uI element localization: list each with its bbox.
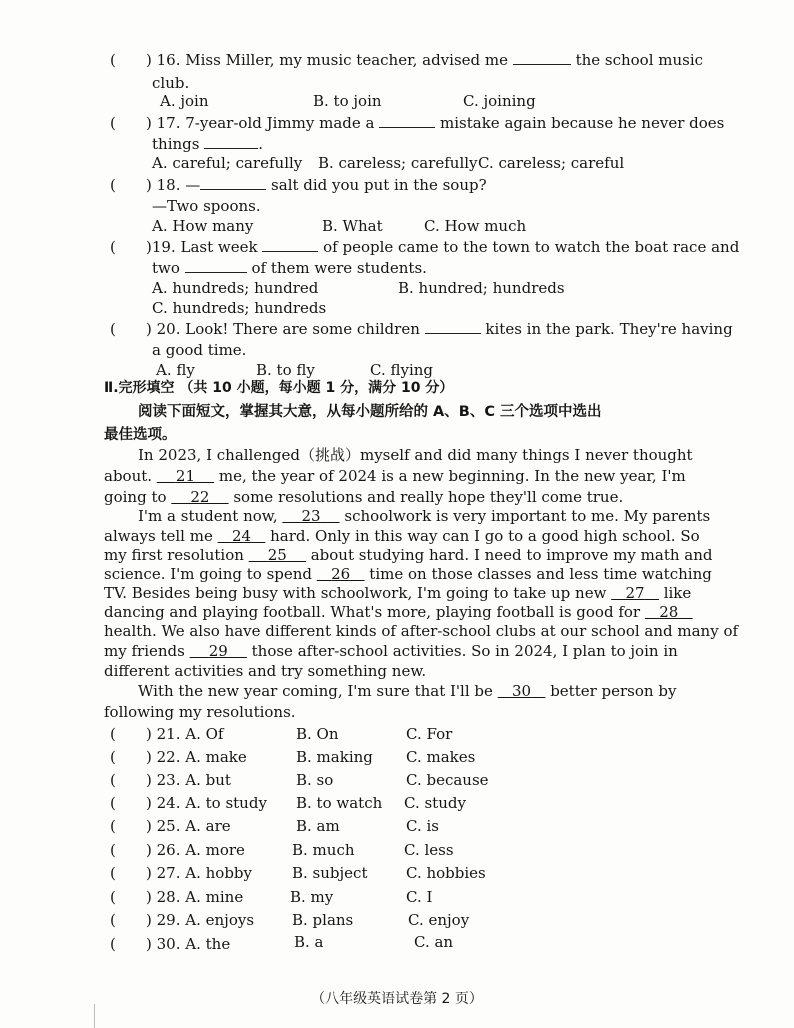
passage-line: my first resolution 25 about studying hard. I need to improve my math and [104, 546, 713, 564]
choice-row-24: ( ) 24. A. to study [110, 794, 267, 812]
answer-blank[interactable] [379, 113, 435, 128]
blank-30[interactable]: 30 [512, 682, 532, 700]
choice-b: B. to watch [296, 794, 383, 812]
passage-line: I'm a student now, 23 schoolwork is very important to me. My parents [138, 507, 711, 525]
choice-b: B. subject [292, 864, 368, 882]
choice-b: B. plans [292, 911, 354, 929]
blank-28[interactable]: 28 [659, 603, 679, 621]
choice-row-28: ( ) 28. A. mine [110, 888, 244, 906]
question-20-cont: a good time. [152, 341, 247, 359]
blank-21[interactable]: 21 [175, 467, 195, 485]
question-16: ( ) 16. Miss Miller, my music teacher, advised me the school music [110, 51, 704, 69]
option-a: A. careful; carefully [152, 154, 303, 172]
choice-c: C. because [406, 771, 489, 789]
choice-b: B. making [296, 748, 373, 766]
passage-line: always tell me 24 hard. Only in this way can I go to a good high school. So [104, 527, 700, 545]
question-19: ( )19. Last week of people came to the town to watch the boat race and [110, 238, 740, 256]
answer-blank[interactable] [513, 50, 571, 65]
blank-26[interactable]: 26 [331, 565, 351, 583]
passage-line: going to 22 some resolutions and really hope they'll come true. [104, 488, 624, 506]
option-b: B. to join [313, 92, 382, 110]
blank-23[interactable]: 23 [301, 507, 321, 525]
option-c: C. flying [370, 361, 434, 379]
choice-b: B. On [296, 725, 339, 743]
passage-line: TV. Besides being busy with schoolwork, I'm going to take up new 27 like [104, 584, 692, 602]
choice-row-30: ( ) 30. A. the [110, 935, 231, 953]
margin-line [94, 1004, 95, 1028]
answer-blank[interactable] [425, 319, 481, 334]
option-c: C. careless; careful [478, 154, 625, 172]
blank-24[interactable]: 24 [231, 527, 252, 545]
choice-row-21: ( ) 21. A. Of [110, 725, 224, 743]
question-17: ( ) 17. 7-year-old Jimmy made a mistake again because he never does [110, 114, 725, 132]
option-b: B. What [322, 217, 383, 235]
choice-b: B. a [294, 933, 324, 951]
blank-27[interactable]: 27 [625, 584, 645, 602]
choice-b: B. much [292, 841, 355, 859]
blank-25[interactable]: 25 [267, 546, 287, 564]
question-19-cont: two of them were students. [152, 259, 427, 277]
passage-line: about. 21 me, the year of 2024 is a new beginning. In the new year, I'm [104, 467, 686, 485]
choice-row-27: ( ) 27. A. hobby [110, 864, 253, 882]
choice-c: C. For [406, 725, 453, 743]
choice-row-22: ( ) 22. A. make [110, 748, 247, 766]
section-instructions-cont: 最佳选项。 [104, 427, 177, 443]
choice-c: C. I [406, 888, 433, 906]
answer-blank[interactable] [200, 175, 266, 190]
blank-29[interactable]: 29 [208, 642, 228, 660]
question-16-cont: club. [152, 74, 190, 92]
passage-line: science. I'm going to spend 26 time on those classes and less time watching [104, 565, 712, 583]
choice-c: C. an [414, 933, 454, 951]
section-instructions: 阅读下面短文，掌握其大意，从每小题所给的 A、B、C 三个选项中选出 [138, 404, 602, 420]
passage-line: following my resolutions. [104, 703, 296, 721]
option-c: C. joining [463, 92, 536, 110]
question-20: ( ) 20. Look! There are some children kites in the park. They're having [110, 320, 733, 338]
option-b: B. careless; carefully [318, 154, 478, 172]
answer-blank[interactable] [204, 134, 258, 149]
option-b: B. hundred; hundreds [398, 279, 565, 297]
choice-row-23: ( ) 23. A. but [110, 771, 231, 789]
choice-c: C. hobbies [406, 864, 486, 882]
question-17-cont: things . [152, 135, 264, 153]
choice-row-29: ( ) 29. A. enjoys [110, 911, 255, 929]
option-c: C. How much [424, 217, 527, 235]
choice-b: B. so [296, 771, 334, 789]
passage-line: my friends 29 those after-school activities. So in 2024, I plan to join in [104, 642, 678, 660]
choice-row-26: ( ) 26. A. more [110, 841, 245, 859]
option-a: A. join [160, 92, 209, 110]
option-a: A. hundreds; hundred [152, 279, 319, 297]
choice-c: C. less [404, 841, 454, 859]
choice-b: B. am [296, 817, 340, 835]
answer-blank[interactable] [262, 237, 318, 252]
passage-line: health. We also have different kinds of after-school clubs at our school and many of [104, 622, 739, 640]
choice-c: C. study [404, 794, 466, 812]
choice-c: C. makes [406, 748, 476, 766]
passage-line: With the new year coming, I'm sure that I'll be 30 better person by [138, 682, 677, 700]
passage-line: dancing and playing football. What's more, playing football is good for 28 [104, 602, 693, 622]
passage-line: different activities and try something new. [104, 662, 427, 680]
choice-c: C. enjoy [408, 911, 470, 929]
choice-b: B. my [290, 888, 334, 906]
page-footer: （八年级英语试卷第 2 页） [311, 991, 483, 1007]
question-18-cont: —Two spoons. [152, 197, 261, 215]
blank-22[interactable]: 22 [190, 488, 210, 506]
question-18: ( ) 18. — salt did you put in the soup? [110, 176, 487, 194]
option-b: B. to fly [256, 361, 315, 379]
passage-line: In 2023, I challenged（挑战）myself and did many things I never thought [138, 446, 693, 464]
option-a: A. How many [152, 217, 254, 235]
choice-row-25: ( ) 25. A. are [110, 817, 231, 835]
option-a: A. fly [156, 361, 195, 379]
section-heading: Ⅱ.完形填空 （共 10 小题，每小题 1 分，满分 10 分） [104, 380, 454, 396]
choice-c: C. is [406, 817, 439, 835]
answer-blank[interactable] [185, 258, 247, 273]
option-c: C. hundreds; hundreds [152, 299, 327, 317]
